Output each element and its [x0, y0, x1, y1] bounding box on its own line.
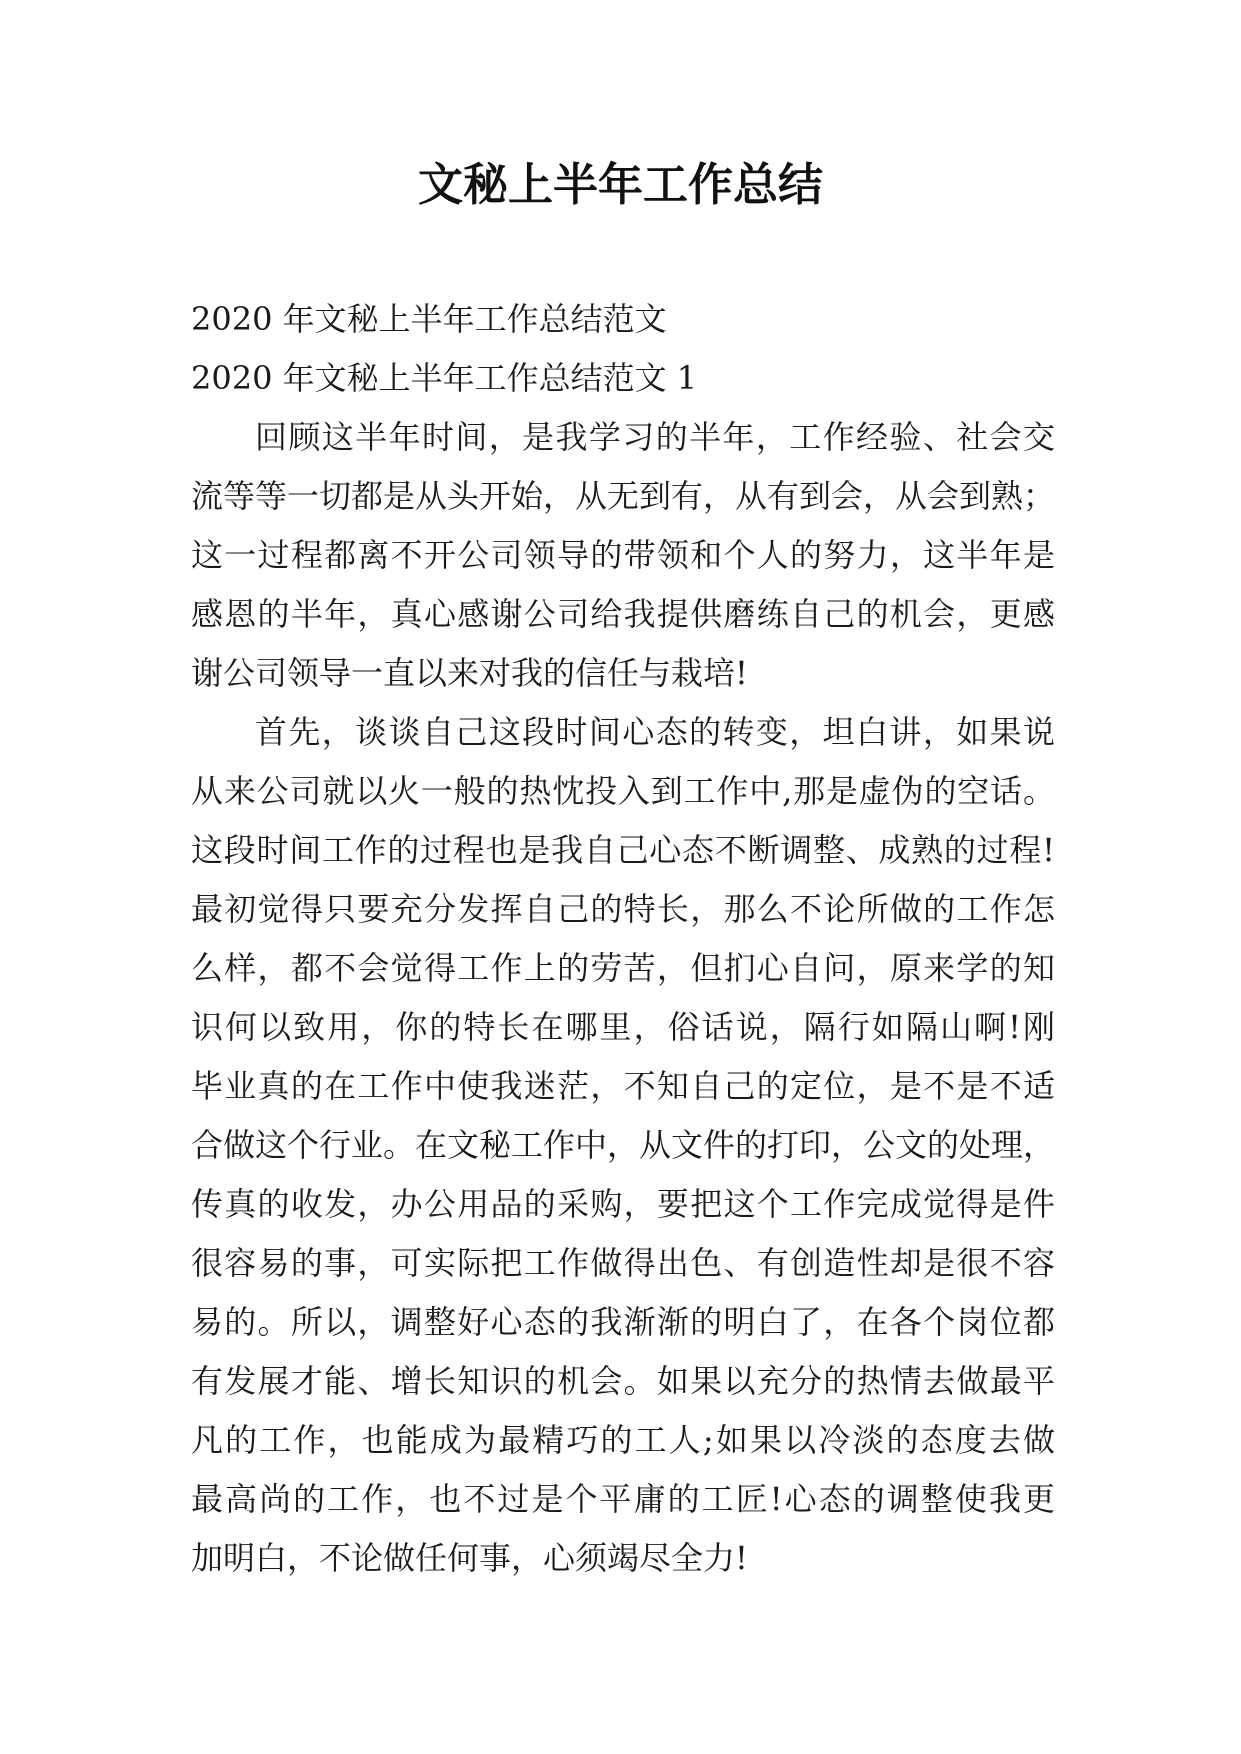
- paragraph-1: [191, 408, 1055, 703]
- paragraph-line: 感恩的半年，真心感谢公司给我提供磨练自己的机会，更感: [191, 595, 1055, 633]
- paragraph-line: 有发展才能、增长知识的机会。如果以充分的热情去做最平: [191, 1362, 1055, 1400]
- paragraph-line: 毕业真的在工作中使我迷茫，不知自己的定位，是不是不适: [191, 1067, 1055, 1105]
- paragraph-line: 识何以致用，你的特长在哪里，俗话说，隔行如隔山啊!刚: [191, 1008, 1055, 1046]
- paragraph-line: 最高尚的工作，也不过是个平庸的工匠!心态的调整使我更: [191, 1480, 1055, 1518]
- paragraph-line: 这段时间工作的过程也是我自己心态不断调整、成熟的过程!: [191, 831, 1055, 869]
- document-body: [191, 290, 1055, 1588]
- paragraph-line: 很容易的事，可实际把工作做得出色、有创造性却是很不容: [191, 1244, 1055, 1282]
- paragraph-line: 从来公司就以火一般的热忱投入到工作中,那是虚伪的空话。: [191, 772, 1055, 810]
- document-subtitle: 2020 年文秘上半年工作总结范文 1: [191, 359, 698, 397]
- paragraph-line: 凡的工作，也能成为最精巧的工人;如果以冷淡的态度去做: [191, 1421, 1055, 1459]
- paragraph-2: [191, 703, 1055, 1588]
- document-subtitle: 2020 年文秘上半年工作总结范文: [191, 300, 667, 338]
- paragraph-line: 加明白，不论做任何事，心须竭尽全力!: [191, 1539, 748, 1577]
- paragraph-line: 流等等一切都是从头开始，从无到有，从有到会，从会到熟；: [191, 477, 1055, 515]
- document-title: 文秘上半年工作总结: [417, 158, 823, 211]
- paragraph-line: 么样，都不会觉得工作上的劳苦，但扪心自问，原来学的知: [191, 949, 1055, 987]
- paragraph-line: 谢公司领导一直以来对我的信任与栽培!: [191, 654, 748, 692]
- paragraph-line: 首先，谈谈自己这段时间心态的转变，坦白讲，如果说: [255, 713, 1055, 751]
- paragraph-line: 传真的收发，办公用品的采购，要把这个工作完成觉得是件: [191, 1185, 1055, 1223]
- paragraph-line: 易的。所以，调整好心态的我渐渐的明白了，在各个岗位都: [191, 1303, 1055, 1341]
- paragraph-line: 合做这个行业。在文秘工作中，从文件的打印，公文的处理，: [191, 1126, 1055, 1164]
- paragraph-line: 这一过程都离不开公司领导的带领和个人的努力，这半年是: [191, 536, 1055, 574]
- paragraph-line: 回顾这半年时间，是我学习的半年，工作经验、社会交: [255, 418, 1055, 456]
- paragraph-line: 最初觉得只要充分发挥自己的特长，那么不论所做的工作怎: [191, 890, 1055, 928]
